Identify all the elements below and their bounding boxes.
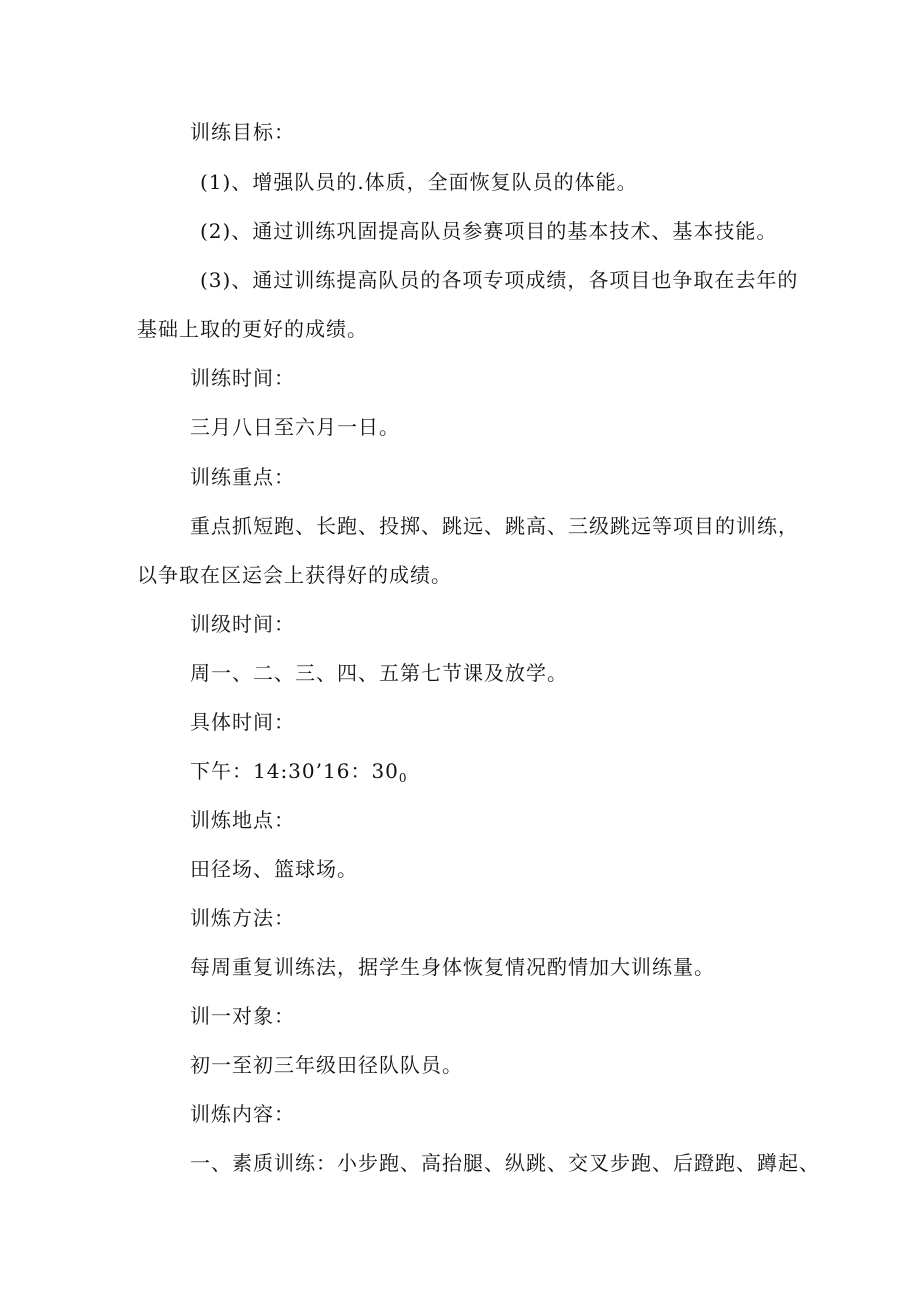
heading-training-goals: 训练目标： xyxy=(190,120,295,144)
heading-specific-time: 具体时间： xyxy=(190,710,295,734)
training-location-text: 田径场、篮球场。 xyxy=(190,857,358,881)
specific-time-subscript: 0 xyxy=(398,771,408,785)
heading-training-target: 训一对象： xyxy=(190,1004,295,1028)
specific-time-text xyxy=(190,759,408,790)
heading-training-focus: 训练重点： xyxy=(190,465,295,489)
goal-item-1: (1)、增强队员的.体质，全面恢复队员的体能。 xyxy=(200,170,638,194)
goal-item-3: (3)、通过训练提高队员的各项专项成绩，各项目也争取在去年的 xyxy=(200,268,799,292)
heading-training-location: 训炼地点： xyxy=(190,808,295,832)
training-content-text: 一、素质训练：小步跑、高抬腿、纵跳、交叉步跑、后蹬跑、蹲起、 xyxy=(190,1151,820,1175)
specific-time-value: 下午：14:30’16：30 xyxy=(190,759,399,783)
training-focus-text: 重点抓短跑、长跑、投掷、跳远、跳高、三级跳远等项目的训练， xyxy=(190,514,799,538)
goal-item-2: (2)、通过训练巩固提高队员参赛项目的基本技术、基本技能。 xyxy=(200,219,778,243)
training-time-text: 三月八日至六月一日。 xyxy=(190,415,400,439)
class-time-text: 周一、二、三、四、五第七节课及放学。 xyxy=(190,661,568,685)
training-method-text: 每周重复训练法，据学生身体恢复情况酌情加大训练量。 xyxy=(190,955,715,979)
heading-training-content: 训炼内容： xyxy=(190,1102,295,1126)
training-target-text: 初一至初三年级田径队队员。 xyxy=(190,1053,463,1077)
training-focus-text-continued: 以争取在区运会上获得好的成绩。 xyxy=(137,563,452,587)
goal-item-3-continued: 基础上取的更好的成绩。 xyxy=(137,317,368,341)
heading-training-method: 训炼方法： xyxy=(190,906,295,930)
heading-class-time: 训级时间： xyxy=(190,612,295,636)
heading-training-time: 训练时间： xyxy=(190,366,295,390)
